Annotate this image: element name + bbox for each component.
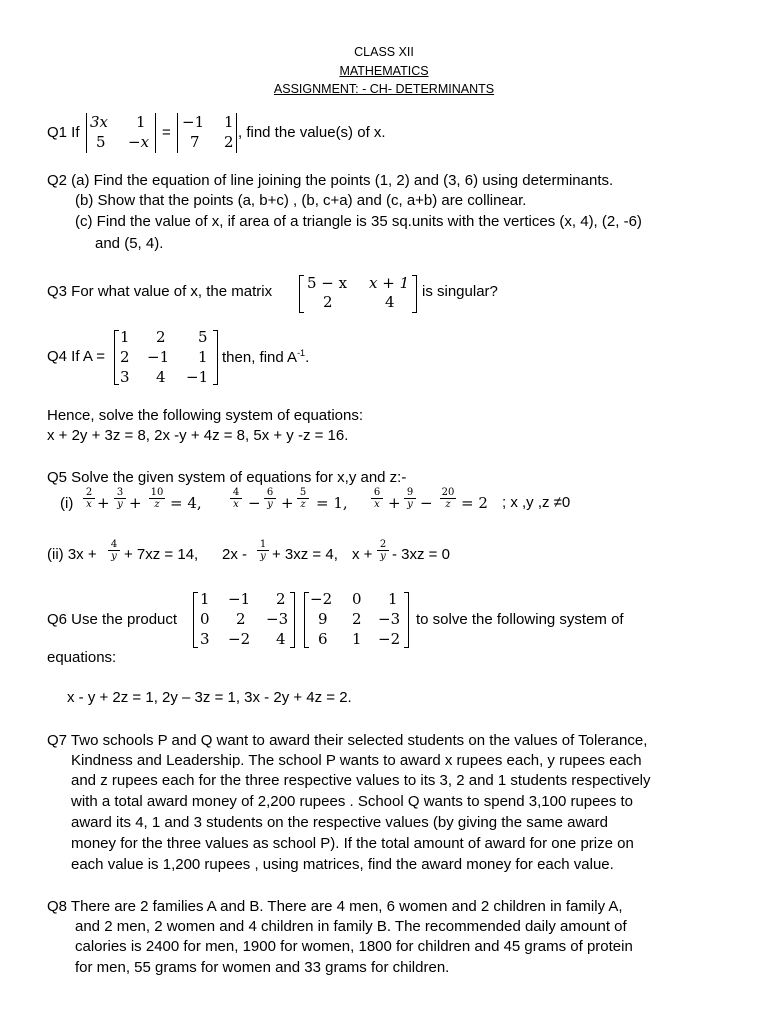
q7-line: Q7 Two schools P and Q want to award their selected students on the values of Tolerance, — [47, 732, 648, 749]
q1-left-cell: 3x — [90, 113, 109, 131]
q4-system: x + 2y + 3z = 8, 2x -y + 4z = 8, 5x + y -z = 16. — [47, 427, 349, 444]
q4-matrix-cell: 5 — [198, 328, 208, 346]
q1-left-determinant — [88, 113, 152, 153]
q8-line: calories is 2400 for men, 1900 for women, 1800 for children and 45 grams of protein — [75, 938, 633, 955]
q5-op: = 1, — [316, 494, 348, 512]
q1-left-cell: 1 — [136, 113, 146, 131]
q7-line: award its 4, 1 and 3 students on the respective values (by giving the same award — [71, 814, 608, 831]
q6-m1-cell: −2 — [228, 630, 251, 648]
q5-ii-part: x + — [352, 546, 373, 563]
q1-left-det-bar-r — [155, 113, 156, 153]
q5-op: + — [129, 494, 142, 512]
q6-m1-cell: −3 — [266, 610, 289, 628]
q1-equals: = — [162, 124, 171, 141]
q6-m1-cell: 4 — [276, 630, 286, 648]
q5-op: − — [420, 494, 433, 512]
q1-left-cell: −x — [128, 133, 150, 151]
q3-bracket-right — [412, 275, 417, 313]
q4-matrix-cell: 4 — [156, 368, 166, 386]
q6-m2-cell: −2 — [378, 630, 401, 648]
q6-m1-cell: 3 — [200, 630, 210, 648]
q3-matrix-cell: 5 − x — [307, 274, 348, 292]
q6-matrix-1 — [200, 590, 296, 650]
q4-suffix — [222, 348, 309, 366]
q1-right-cell: 7 — [190, 133, 200, 151]
q6-m2-cell: 0 — [352, 590, 362, 608]
q6-m2-cell: 6 — [318, 630, 328, 648]
q1-suffix: , find the value(s) of x. — [238, 124, 386, 141]
q5-intro: Q5 Solve the given system of equations for x,y and z:- — [47, 469, 407, 486]
q5-condition: ; x ,y ,z ≠0 — [502, 494, 571, 511]
q5-frac: $\frac{20}{z}$ — [441, 487, 455, 510]
q6-m2-cell: −3 — [378, 610, 401, 628]
q2-part-c-line1: (c) Find the value of x, if area of a triangle is 35 sq.units with the vertices (x, 4), (2, -6) — [75, 213, 642, 230]
q3-matrix — [305, 274, 415, 314]
q6-m1-bracket-right — [290, 592, 295, 648]
q5-op: + — [388, 494, 401, 512]
q1-right-cell: 1 — [224, 113, 234, 131]
q6-m2-bracket-left — [304, 592, 309, 648]
q1-right-cell: −1 — [182, 113, 205, 131]
class-heading: CLASS XII — [354, 45, 414, 59]
q1-right-det-bar-r — [236, 113, 237, 153]
q5-ii-frac: $\frac{1}{y}$ — [257, 539, 269, 562]
q2-part-c-line2: and (5, 4). — [95, 235, 164, 252]
q5-frac: $\frac{4}{x}$ — [230, 487, 242, 510]
assignment-heading: ASSIGNMENT: - CH- DETERMINANTS — [273, 82, 495, 96]
q5-ii-part: - 3xz = 0 — [392, 546, 450, 563]
q4-matrix-cell: 1 — [120, 328, 130, 346]
q5-op: + — [97, 494, 110, 512]
q1-prefix: Q1 If — [47, 124, 80, 141]
q5-frac: $\frac{9}{y}$ — [404, 487, 416, 510]
q3-prefix: Q3 For what value of x, the matrix — [47, 283, 273, 300]
q1-right-det-bar-l — [177, 113, 178, 153]
q5-ii-part: (ii) 3x + — [47, 546, 97, 563]
q4-matrix-cell: 2 — [120, 348, 130, 366]
q3-bracket-left — [299, 275, 304, 313]
q6-m2-cell: 2 — [352, 610, 362, 628]
q6-system: x - y + 2z = 1, 2y – 3z = 1, 3x - 2y + 4z = 2. — [67, 689, 352, 706]
subject-heading: MATHEMATICS — [339, 64, 429, 78]
q5-frac: $\frac{3}{y}$ — [114, 487, 126, 510]
q6-m2-bracket-right — [404, 592, 409, 648]
q4-hence: Hence, solve the following system of equations: — [47, 407, 364, 424]
q1-right-determinant — [180, 113, 236, 153]
q6-matrix-2 — [310, 590, 410, 650]
q4-matrix — [120, 328, 220, 386]
q6-m2-cell: 1 — [388, 590, 398, 608]
q6-m1-bracket-left — [193, 592, 198, 648]
q3-matrix-cell: 4 — [385, 293, 395, 311]
q6-m1-cell: −1 — [228, 590, 251, 608]
q5-ii-part: 2x - — [222, 546, 248, 563]
q6-prefix: Q6 Use the product — [47, 611, 178, 628]
q7-line: each value is 1,200 rupees , using matrices, find the award money for each value. — [71, 856, 614, 873]
q4-suffix-text: then, find A — [222, 349, 298, 366]
q6-m2-cell: 1 — [352, 630, 362, 648]
q1-left-cell: 5 — [96, 133, 106, 151]
q4-matrix-cell: −1 — [186, 368, 209, 386]
q6-m1-cell: 1 — [200, 590, 210, 608]
q2-part-b: (b) Show that the points (a, b+c) , (b, c+a) and (c, a+b) are collinear. — [75, 192, 527, 209]
q5-op: + — [281, 494, 294, 512]
q3-matrix-cell: x + 1 — [369, 274, 410, 292]
q8-line: for men, 55 grams for women and 33 grams for children. — [75, 959, 450, 976]
q6-continuation: equations: — [47, 649, 117, 666]
q8-line: and 2 men, 2 women and 4 children in family B. The recommended daily amount of — [75, 918, 627, 935]
q7-line: and z rupees each for the three respective values to its 3, 2 and 1 students respectively — [71, 772, 651, 789]
q7-line: Kindness and Leadership. The school P wants to award x rupees each, y rupees each — [71, 752, 642, 769]
q5-op: − — [248, 494, 261, 512]
q5-ii-frac: $\frac{4}{y}$ — [108, 539, 120, 562]
q4-suffix-end: . — [305, 349, 310, 366]
q4-matrix-cell: 3 — [120, 368, 130, 386]
q5-ii-frac: $\frac{2}{y}$ — [377, 539, 389, 562]
q3-suffix: is singular? — [422, 283, 498, 300]
q4-inverse-sup: -1 — [297, 348, 306, 358]
q4-matrix-cell: 2 — [156, 328, 166, 346]
q6-m1-cell: 2 — [236, 610, 246, 628]
q4-bracket-left — [114, 330, 119, 385]
q5-frac: $\frac{6}{y}$ — [264, 487, 276, 510]
q6-m1-cell: 0 — [200, 610, 210, 628]
q6-m2-cell: −2 — [310, 590, 333, 608]
q5-frac: $\frac{6}{x}$ — [371, 487, 383, 510]
q5-op: = 2 — [461, 494, 488, 512]
q8-line: Q8 There are 2 families A and B. There are 4 men, 6 women and 2 children in family A, — [47, 898, 623, 915]
q3-matrix-cell: 2 — [323, 293, 333, 311]
q7-line: money for the three values as school P). If the total amount of award for one prize on — [71, 835, 634, 852]
q5-frac: $\frac{5}{z}$ — [297, 487, 309, 510]
q5-frac: $\frac{2}{x}$ — [83, 487, 95, 510]
q4-prefix: Q4 If A = — [47, 348, 105, 365]
q4-matrix-cell: −1 — [147, 348, 170, 366]
q6-suffix: to solve the following system of — [416, 611, 624, 628]
q2-part-a: Q2 (a) Find the equation of line joining the points (1, 2) and (3, 6) using determinants. — [47, 172, 614, 189]
q6-m2-cell: 9 — [318, 610, 328, 628]
q6-m1-cell: 2 — [276, 590, 286, 608]
q4-matrix-cell: 1 — [198, 348, 208, 366]
q1-right-cell: 2 — [224, 133, 234, 151]
q5-ii-part: + 3xz = 4, — [272, 546, 338, 563]
q5-i-label: (i) — [60, 495, 74, 512]
q7-line: with a total award money of 2,200 rupees . School Q wants to spend 3,100 rupees to — [71, 793, 634, 810]
q5-frac: $\frac{10}{z}$ — [150, 487, 164, 510]
q4-bracket-right — [213, 330, 218, 385]
q5-ii-part: + 7xz = 14, — [124, 546, 199, 563]
q1-left-det-bar-l — [86, 113, 87, 153]
q5-op: = 4, — [170, 494, 202, 512]
